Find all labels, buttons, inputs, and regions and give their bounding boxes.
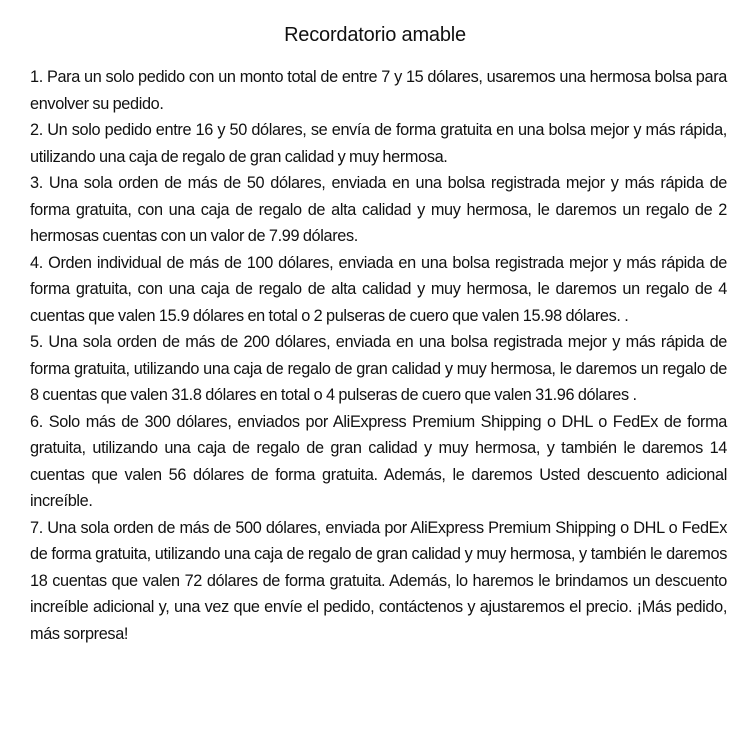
reminder-item-1: 1. Para un solo pedido con un monto total de entre 7 y 15 dólares, usaremos una hermosa bolsa para envolver su pedido. <box>30 68 727 113</box>
reminder-item-3: 3. Una sola orden de más de 50 dólares, enviada en una bolsa registrada mejor y más rápida de forma gratuita, con una caja de regalo de alta calidad y muy hermosa, le daremos un regalo de 2 hermosas cuentas con un valor de 7.99 dólares. <box>30 174 727 245</box>
document-title: Recordatorio amable <box>284 24 466 46</box>
reminder-item-7: 7. Una sola orden de más de 500 dólares, enviada por AliExpress Premium Shipping o DHL o FedEx de forma gratuita, utilizando una caja de regalo de gran calidad y muy hermosa, y también le daremos 18 cuentas que valen 72 dólares de forma gratuita. Además, lo haremos le brindamos un descuento increíble adicional y, una vez que envíe el pedido, contáctenos y ajustaremos el precio. ¡Más pedido, más sorpresa! <box>30 518 727 643</box>
reminder-item-2: 2. Un solo pedido entre 16 y 50 dólares, se envía de forma gratuita en una bolsa mejor y más rápida, utilizando una caja de regalo de gran calidad y muy hermosa. <box>30 121 727 166</box>
reminder-list <box>30 64 727 647</box>
reminder-item-5: 5. Una sola orden de más de 200 dólares, enviada en una bolsa registrada mejor y más rápida de forma gratuita, utilizando una caja de regalo de gran calidad y muy hermosa, le daremos un regalo de 8 cuentas que valen 31.8 dólares en total o 4 pulseras de cuero que valen 31.96 dólares . <box>30 333 727 404</box>
reminder-item-4: 4. Orden individual de más de 100 dólares, enviada en una bolsa registrada mejor y más rápida de forma gratuita, con una caja de regalo de alta calidad y muy hermosa, le daremos un regalo de 4 cuentas que valen 15.9 dólares en total o 2 pulseras de cuero que valen 15.98 dólares. . <box>30 253 727 325</box>
reminder-item-6: 6. Solo más de 300 dólares, enviados por AliExpress Premium Shipping o DHL o FedEx de forma gratuita, utilizando una caja de regalo de gran calidad y muy hermosa, y también le daremos 14 cuentas que valen 56 dólares de forma gratuita. Además, le daremos Usted descuento adicional increíble. <box>30 412 727 510</box>
